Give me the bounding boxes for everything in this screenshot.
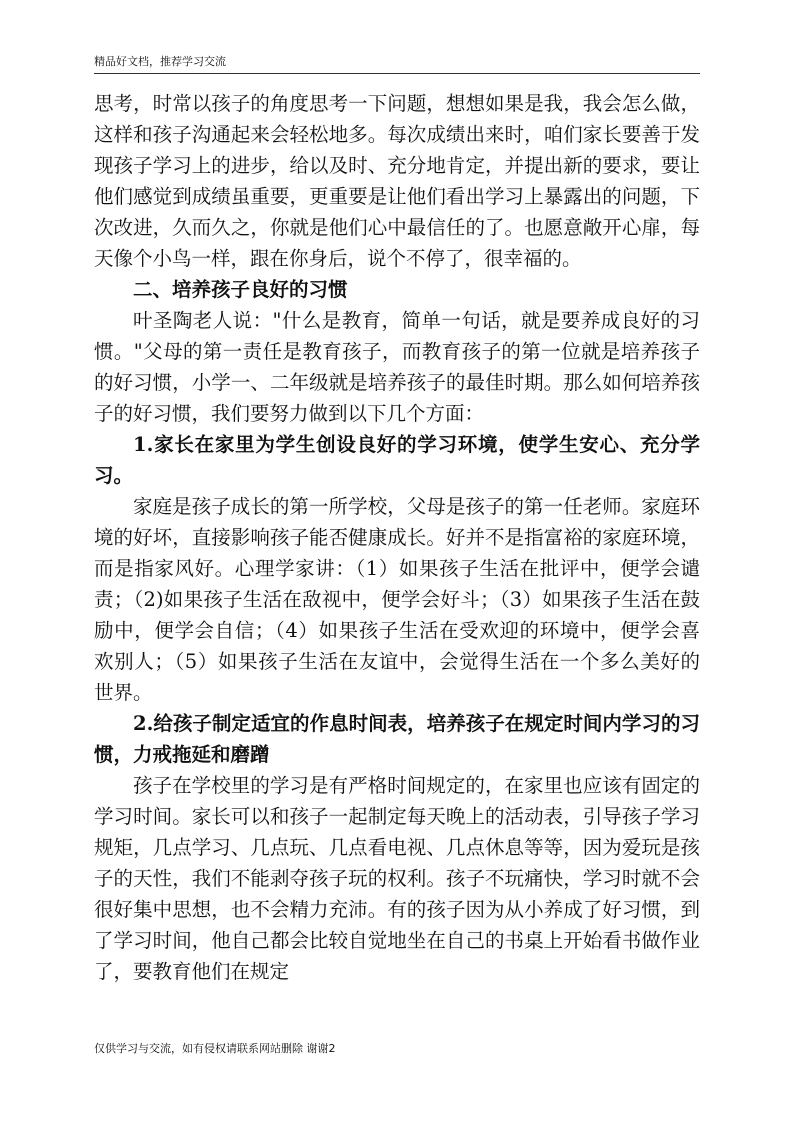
document-body (94, 88, 700, 987)
paragraph-ye-shengtao-quote: 叶圣陶老人说："什么是教育，简单一句话，就是要养成良好的习惯。"父母的第一责任是教育孩子，而教育孩子的第一位就是培养孩子的好习惯，小学一、二年级就是培养孩子的最佳时期。那么如何培养孩子的好习惯，我们要努力做到以下几个方面： (94, 309, 700, 425)
paragraph-family-environment: 家庭是孩子成长的第一所学校，父母是孩子的第一任老师。家庭环境的好坏，直接影响孩子能否健康成长。好并不是指富裕的家庭环境，而是指家风好。心理学家讲：（1）如果孩子生活在批评中，便学会谴责；（2)如果孩子生活在敌视中，便学会好斗；（3）如果孩子生活在鼓励中，便学会自信；（4）如果孩子生活在受欢迎的环境中，便学会喜欢别人；（5）如果孩子生活在友谊中，会觉得生活在一个多么美好的世界。 (94, 495, 700, 704)
subheading-schedule: 2.给孩子制定适宜的作息时间表，培养孩子在规定时间内学习的习惯，力戒拖延和磨蹭 (94, 712, 700, 766)
page-footer: 仅供学习与交流，如有侵权请联系网站删除 谢谢2 (94, 1042, 336, 1055)
paragraph-continuation: 思考，时常以孩子的角度思考一下问题，想想如果是我，我会怎么做，这样和孩子沟通起来会轻松地多。每次成绩出来时，咱们家长要善于发现孩子学习上的进步，给以及时、充分地肯定，并提出新的要求，要让他们感觉到成绩虽重要，更重要是让他们看出学习上暴露出的问题，下次改进，久而久之，你就是他们心中最信任的了。也愿意敞开心扉，每天像个小鸟一样，跟在你身后，说个不停了，很幸福的。 (94, 92, 700, 270)
section-heading-habits: 二、培养孩子良好的习惯 (133, 278, 348, 301)
page-header: 精品好文档，推荐学习交流 (94, 55, 700, 74)
paragraph-study-schedule: 孩子在学校里的学习是有严格时间规定的，在家里也应该有固定的学习时间。家长可以和孩子一起制定每天晚上的活动表，引导孩子学习规矩，几点学习、几点玩、几点看电视、几点休息等等，因为爱玩是孩子的天性，我们不能剥夺孩子玩的权利。孩子不玩痛快，学习时就不会很好集中思想，也不会精力充沛。有的孩子因为从小养成了好习惯，到了学习时间，他自己都会比较自觉地坐在自己的书桌上开始看书做作业了，要教育他们在规定 (94, 774, 700, 983)
subheading-learning-environment: 1.家长在家里为学生创设良好的学习环境，使学生安心、充分学习。 (94, 433, 700, 487)
